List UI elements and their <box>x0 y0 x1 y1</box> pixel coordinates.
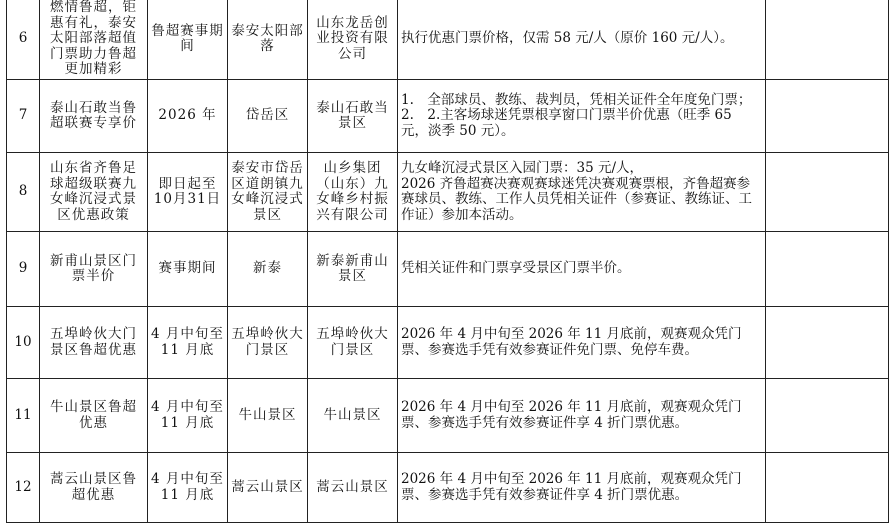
activity-time: 4 月中旬至 11 月底 <box>148 379 228 453</box>
organizer: 山乡集团（山东）九女峰乡村振兴有限公司 <box>308 153 398 232</box>
detail-line: 凭相关证件和门票享受景区门票半价。 <box>401 260 631 277</box>
row-number: 9 <box>7 232 40 307</box>
activity-area: 泰安市岱岳区道朗镇九女峰沉浸式景区 <box>228 153 308 232</box>
activity-time: 2026 年 <box>148 80 228 153</box>
activity-name: 山东省齐鲁足球超级联赛九女峰沉浸式景区优惠政策 <box>40 153 148 232</box>
detail-line: 九女峰沉浸式景区入园门票：35 元/人， <box>401 160 644 176</box>
row-number: 11 <box>7 379 40 453</box>
table-row <box>7 307 889 379</box>
remarks-cell <box>766 453 889 523</box>
remarks-cell <box>766 307 889 379</box>
detail-line: 2. 2.主客场球迷凭票根享窗口门票半价优惠（旺季 65 元，淡季 50 元）。 <box>401 107 732 139</box>
row-number: 10 <box>7 307 40 379</box>
policy-table-body <box>7 0 889 523</box>
row-number: 12 <box>7 453 40 523</box>
activity-name: 燃情鲁超，钜惠有礼，泰安太阳部落超值门票助力鲁超更加精彩 <box>40 0 148 80</box>
activity-time: 4 月中旬至 11 月底 <box>148 453 228 523</box>
activity-area: 新泰 <box>228 232 308 307</box>
detail-line: 2026 年 4 月中旬至 2026 年 11 月底前，观赛观众凭门票、参赛选手凭有效参赛证件享 4 折门票优惠。 <box>401 399 742 431</box>
activity-time: 4 月中旬至 11 月底 <box>148 307 228 379</box>
row-number: 7 <box>7 80 40 153</box>
table-row <box>7 80 889 153</box>
policy-detail <box>398 0 766 80</box>
activity-time: 鲁超赛事期间 <box>148 0 228 80</box>
policy-detail <box>398 80 766 153</box>
detail-line: 2026 年 4 月中旬至 2026 年 11 月底前，观赛观众凭门票、参赛选手凭有效参赛证件免门票、免停车费。 <box>401 326 742 358</box>
activity-area: 五埠岭伙大门景区 <box>228 307 308 379</box>
table-row <box>7 379 889 453</box>
remarks-cell <box>766 232 889 307</box>
organizer: 牛山景区 <box>308 379 398 453</box>
organizer: 蒿云山景区 <box>308 453 398 523</box>
table-row <box>7 232 889 307</box>
table-row <box>7 0 889 80</box>
activity-name: 牛山景区鲁超优惠 <box>40 379 148 453</box>
policy-detail <box>398 307 766 379</box>
policy-detail <box>398 153 766 232</box>
activity-name: 新甫山景区门票半价 <box>40 232 148 307</box>
remarks-cell <box>766 153 889 232</box>
organizer: 新泰新甫山景区 <box>308 232 398 307</box>
activity-name: 蒿云山景区鲁超优惠 <box>40 453 148 523</box>
table-row <box>7 153 889 232</box>
policy-table <box>6 0 889 523</box>
activity-area: 牛山景区 <box>228 379 308 453</box>
organizer: 山东龙岳创业投资有限公司 <box>308 0 398 80</box>
remarks-cell <box>766 379 889 453</box>
row-number: 6 <box>7 0 40 80</box>
policy-detail <box>398 453 766 523</box>
activity-name: 泰山石敢当鲁超联赛专享价 <box>40 80 148 153</box>
policy-detail <box>398 379 766 453</box>
detail-line: 1. 全部球员、教练、裁判员，凭相关证件全年度免门票； <box>401 91 752 108</box>
activity-name: 五埠岭伙大门景区鲁超优惠 <box>40 307 148 379</box>
detail-line: 2026 齐鲁超赛决赛观赛球迷凭决赛观赛票根，齐鲁超赛参赛球员、教练、工作人员凭相关证件（参赛证、教练证、工作证）参加本活动。 <box>401 175 752 223</box>
activity-time: 即日起至 10月31日 <box>148 153 228 232</box>
activity-area: 泰安太阳部落 <box>228 0 308 80</box>
organizer: 泰山石敢当景区 <box>308 80 398 153</box>
detail-line: 2026 年 4 月中旬至 2026 年 11 月底前，观赛观众凭门票、参赛选手凭有效参赛证件享 4 折门票优惠。 <box>401 471 742 503</box>
table-row <box>7 453 889 523</box>
detail-line: 执行优惠门票价格，仅需 58 元/人（原价 160 元/人）。 <box>401 30 734 47</box>
activity-area: 蒿云山景区 <box>228 453 308 523</box>
organizer: 五埠岭伙大门景区 <box>308 307 398 379</box>
row-number: 8 <box>7 153 40 232</box>
remarks-cell <box>766 80 889 153</box>
activity-time: 赛事期间 <box>148 232 228 307</box>
activity-area: 岱岳区 <box>228 80 308 153</box>
policy-detail <box>398 232 766 307</box>
remarks-cell <box>766 0 889 80</box>
